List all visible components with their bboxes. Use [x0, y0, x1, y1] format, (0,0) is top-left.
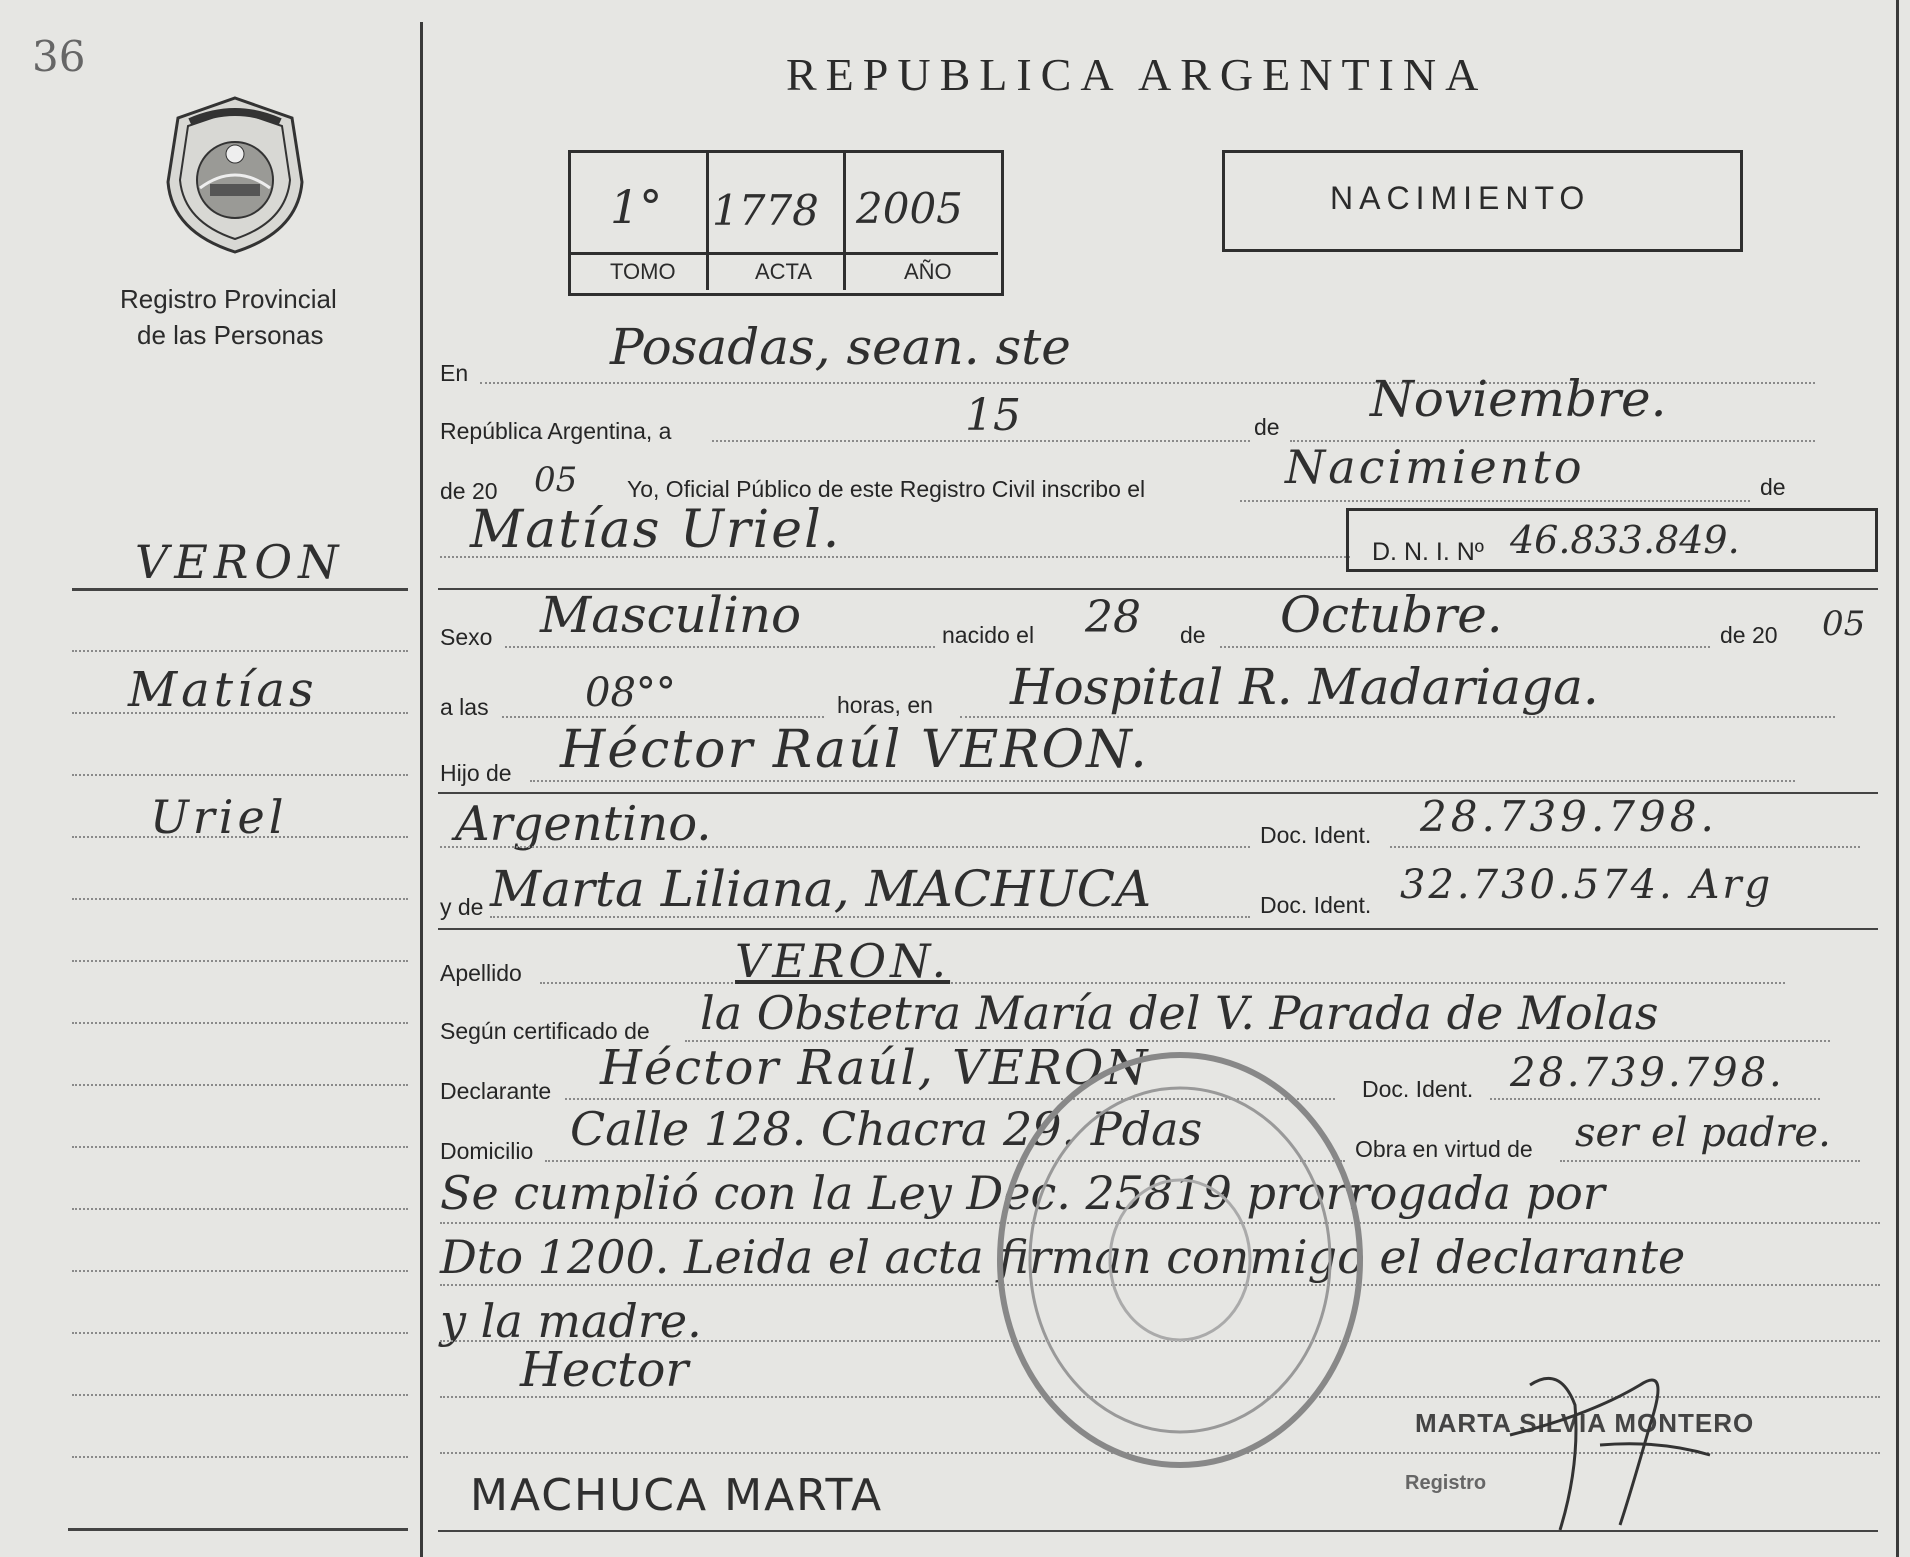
surname: VERON. [735, 934, 951, 988]
line-capacity [1560, 1160, 1860, 1162]
act-kind: Nacimiento [1285, 440, 1585, 494]
official-signature [1500, 1345, 1730, 1540]
margin-ruled-line [72, 898, 408, 900]
nationality: Argentino. [455, 796, 712, 852]
margin-separator [420, 22, 423, 1557]
tomo-label: TOMO [610, 259, 676, 284]
table-hdivider [570, 252, 998, 255]
margin-ruled-line [72, 960, 408, 962]
label-domicilio: Domicilio [440, 1138, 534, 1164]
page-number: 36 [32, 32, 86, 81]
address: Calle 128. Chacra 29. Pdas [570, 1102, 1203, 1156]
line-sex [505, 646, 935, 648]
child-name: Matías Uriel. [470, 500, 842, 560]
line-act [1240, 500, 1750, 502]
label-de-month: de [1254, 414, 1280, 440]
place: Posadas, sean. ste [610, 318, 1071, 376]
label-republica: República Argentina, a [440, 418, 672, 444]
birth-day: 28 [1085, 592, 1141, 643]
label-obra: Obra en virtud de [1355, 1136, 1533, 1162]
label-en: En [440, 360, 469, 386]
label-hijo: Hijo de [440, 760, 512, 786]
label-oficial: Yo, Oficial Público de este Registro Civil inscribo el [627, 476, 1146, 502]
label-doc2: Doc. Ident. [1260, 892, 1372, 918]
label-doc1: Doc. Ident. [1260, 822, 1372, 848]
margin-bottom-rule [68, 1528, 408, 1531]
margin-ruled-line [72, 1146, 408, 1148]
margin-ruled-line [72, 1022, 408, 1024]
line-surname [540, 982, 1785, 984]
line-nationality [440, 846, 1250, 848]
margin-ruled-line [72, 1270, 408, 1272]
label-nacido: nacido el [942, 622, 1035, 648]
table-divider-1 [706, 152, 709, 290]
margin-ruled-line [72, 1084, 408, 1086]
dni-value: 46.833.849. [1510, 518, 1740, 562]
sex: Masculino [540, 586, 802, 644]
margin-divider [72, 588, 408, 591]
registry-name-line2: de las Personas [137, 320, 324, 350]
note-line-2: Dto 1200. Leida el acta firman conmigo el declarante [440, 1230, 1686, 1284]
label-de20-right: de 20 [1720, 622, 1778, 648]
margin-ruled-line [72, 1208, 408, 1210]
hour: 08°° [585, 670, 676, 716]
label-de20: de 20 [440, 478, 498, 504]
anio-label: AÑO [904, 259, 952, 284]
label-a-las: a las [440, 694, 489, 720]
margin-middle-name: Uriel [150, 790, 288, 844]
mother-doc: 32.730.574. Arg [1400, 862, 1774, 908]
provincial-seal [160, 92, 310, 257]
rule-3 [438, 928, 1878, 930]
margin-ruled-line [72, 1456, 408, 1458]
birth-month: Octubre. [1280, 586, 1503, 644]
registry-name-line1: Registro Provincial [120, 284, 337, 314]
label-de-right: de [1760, 474, 1786, 500]
table-divider-2 [843, 152, 846, 290]
note-line-1: Se cumplió con la Ley Dec. 25819 prorrogada por [440, 1166, 1605, 1220]
label-apellido: Apellido [440, 960, 522, 986]
official-stamp-title: Registro [1405, 1472, 1487, 1494]
note-line-3: y la madre. [440, 1294, 702, 1348]
capacity: ser el padre. [1575, 1110, 1831, 1156]
line-father [530, 780, 1795, 782]
birth-year: 05 [1822, 604, 1866, 644]
mother-signature: MACHUCA MARTA [470, 1470, 884, 1521]
label-sexo: Sexo [440, 624, 493, 650]
father-doc: 28.739.798. [1420, 792, 1718, 841]
declarant: Héctor Raúl, VERON [600, 1040, 1150, 1096]
line-mother [490, 916, 1250, 918]
line-hour [502, 716, 824, 718]
day: 15 [965, 390, 1021, 441]
margin-ruled-line [72, 1332, 408, 1334]
record-type: NACIMIENTO [1330, 180, 1591, 216]
acta-value: 1778 [712, 186, 819, 235]
month: Noviembre. [1370, 370, 1667, 428]
birth-place: Hospital R. Madariaga. [1010, 658, 1599, 716]
line-place-birth [960, 716, 1835, 718]
tomo-value: 1° [610, 180, 663, 234]
declarant-signature: Hector [520, 1342, 689, 1398]
margin-ruled-line [72, 836, 408, 838]
line-child [440, 556, 1350, 558]
label-dni: D. N. I. Nº [1372, 538, 1484, 566]
label-horas: horas, en [837, 692, 933, 718]
acta-label: ACTA [755, 259, 813, 284]
label-declarante: Declarante [440, 1078, 552, 1104]
line-doc1 [1390, 846, 1860, 848]
margin-ruled-line [72, 650, 408, 652]
margin-ruled-line [72, 774, 408, 776]
margin-first-name: Matías [128, 662, 318, 718]
year-suffix: 05 [534, 460, 578, 500]
official-round-stamp [990, 1040, 1370, 1480]
right-border [1896, 0, 1899, 1557]
margin-ruled-line [72, 1394, 408, 1396]
line-birth [1220, 646, 1710, 648]
certificate: la Obstetra María del V. Parada de Molas [700, 986, 1659, 1040]
line-doc3 [1490, 1098, 1820, 1100]
margin-surname: VERON [135, 535, 345, 589]
official-stamp-name: MARTA SILVIA MONTERO [1415, 1408, 1755, 1438]
label-segun: Según certificado de [440, 1018, 650, 1044]
country-title: REPUBLICA ARGENTINA [786, 49, 1488, 100]
mother: Marta Liliana, MACHUCA [490, 860, 1152, 918]
father: Héctor Raúl VERON. [560, 720, 1149, 780]
label-doc3: Doc. Ident. [1362, 1076, 1474, 1102]
margin-ruled-line [72, 712, 408, 714]
anio-value: 2005 [856, 184, 963, 233]
declarant-doc: 28.739.798. [1510, 1050, 1785, 1096]
label-y-de: y de [440, 894, 484, 920]
label-de-birth: de [1180, 622, 1206, 648]
